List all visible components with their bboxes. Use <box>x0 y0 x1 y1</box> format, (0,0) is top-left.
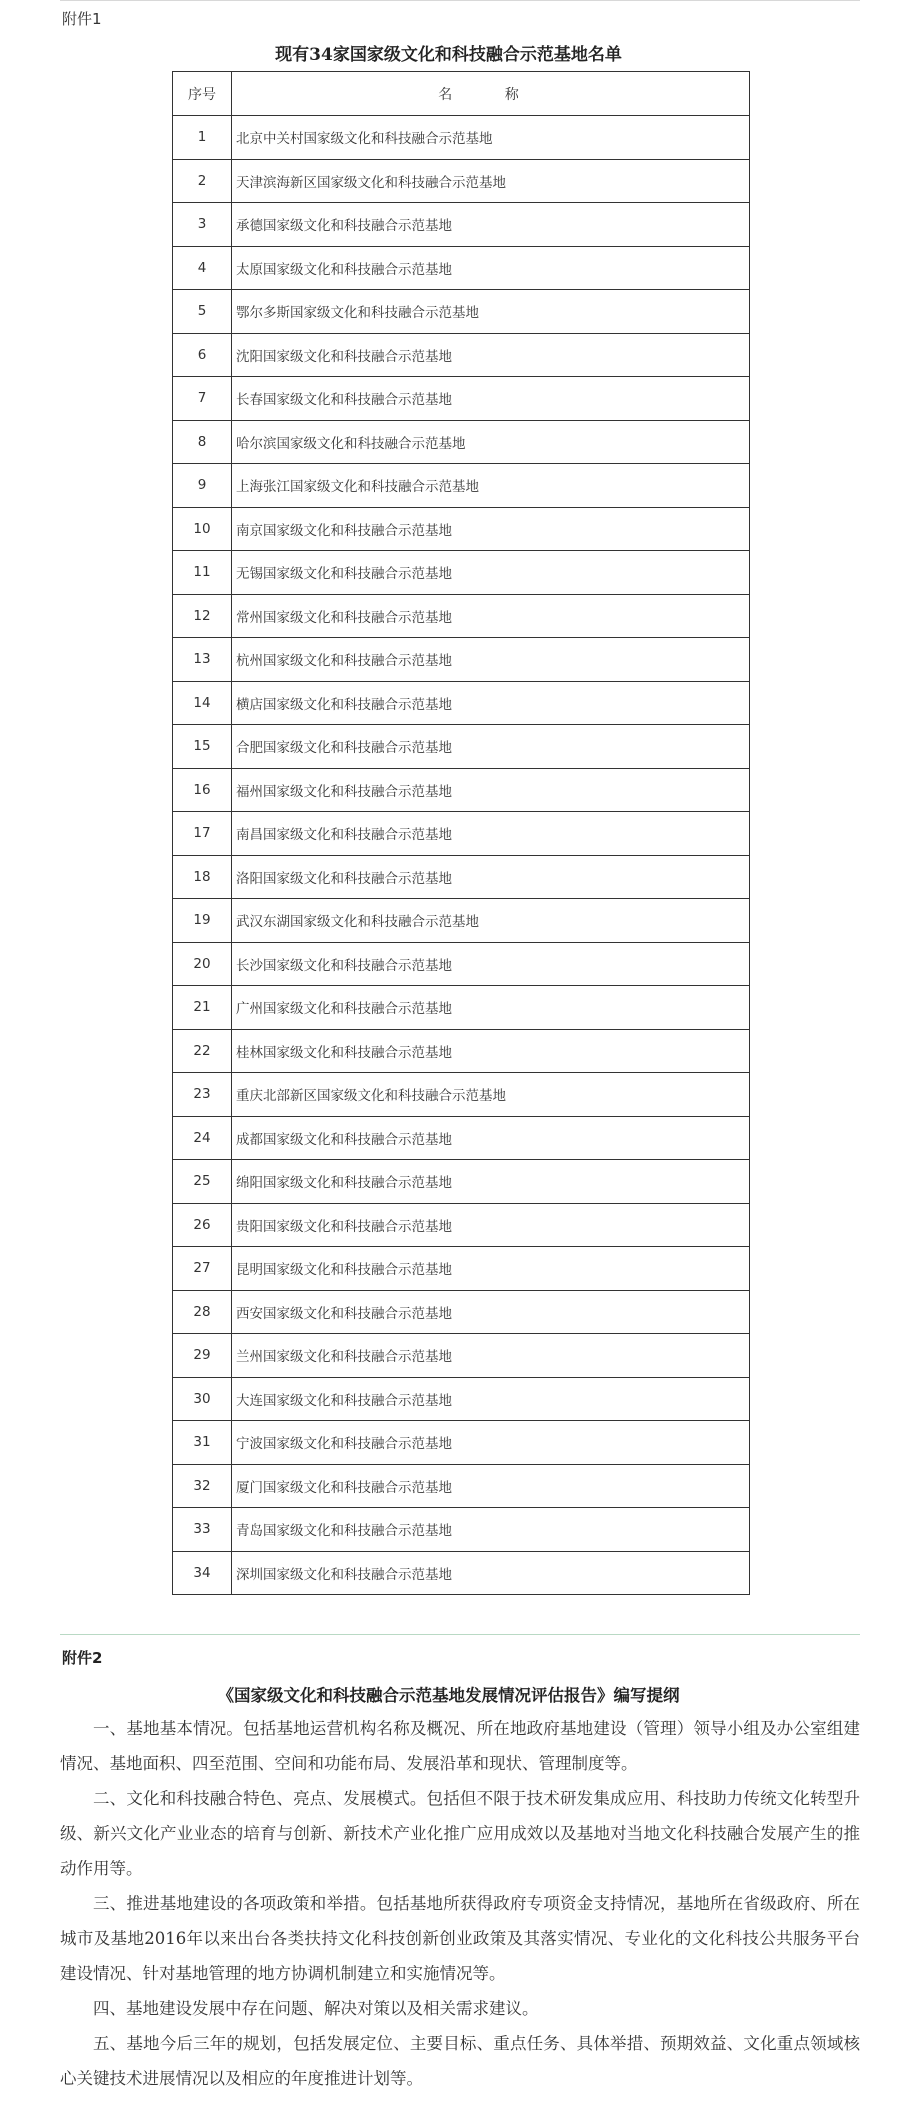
table-row <box>173 986 750 1030</box>
outline-paragraph: 一、基地基本情况。包括基地运营机构名称及概况、所在地政府基地建设（管理）领导小组及办公室组建情况、基地面积、四至范围、空间和功能布局、发展沿革和现状、管理制度等。 <box>60 1719 860 1773</box>
row-base-name: 西安国家级文化和科技融合示范基地 <box>232 1290 750 1334</box>
row-base-name: 鄂尔多斯国家级文化和科技融合示范基地 <box>232 290 750 334</box>
row-base-name: 绵阳国家级文化和科技融合示范基地 <box>232 1160 750 1204</box>
table-row <box>173 551 750 595</box>
outline-paragraph: 三、推进基地建设的各项政策和举措。包括基地所获得政府专项资金支持情况，基地所在省级政府、所在城市及基地2016年以来出台各类扶持文化科技创新创业政策及其落实情况、专业化的文化科技公共服务平台建设情况、针对基地管理的地方协调机制建立和实施情况等。 <box>60 1894 860 1983</box>
row-base-name: 北京中关村国家级文化和科技融合示范基地 <box>232 116 750 160</box>
row-number: 2 <box>173 159 232 203</box>
table-row <box>173 1508 750 1552</box>
row-number: 23 <box>173 1073 232 1117</box>
table-row <box>173 1290 750 1334</box>
outline-paragraph: 四、基地建设发展中存在问题、解决对策以及相关需求建议。 <box>93 1999 539 2018</box>
row-number: 13 <box>173 638 232 682</box>
annex2-label: 附件2 <box>62 1649 103 1667</box>
table-row <box>173 1377 750 1421</box>
table-row <box>173 725 750 769</box>
top-rule <box>60 0 860 1</box>
row-base-name: 深圳国家级文化和科技融合示范基地 <box>232 1551 750 1595</box>
row-base-name: 厦门国家级文化和科技融合示范基地 <box>232 1464 750 1508</box>
row-number: 34 <box>173 1551 232 1595</box>
table-row <box>173 116 750 160</box>
row-number: 33 <box>173 1508 232 1552</box>
table-row <box>173 812 750 856</box>
row-number: 21 <box>173 986 232 1030</box>
row-number: 16 <box>173 768 232 812</box>
row-number: 20 <box>173 942 232 986</box>
row-number: 4 <box>173 246 232 290</box>
row-number: 22 <box>173 1029 232 1073</box>
row-number: 24 <box>173 1116 232 1160</box>
table-row <box>173 1073 750 1117</box>
row-base-name: 兰州国家级文化和科技融合示范基地 <box>232 1334 750 1378</box>
table-row <box>173 1421 750 1465</box>
row-base-name: 武汉东湖国家级文化和科技融合示范基地 <box>232 899 750 943</box>
row-base-name: 大连国家级文化和科技融合示范基地 <box>232 1377 750 1421</box>
row-base-name: 宁波国家级文化和科技融合示范基地 <box>232 1421 750 1465</box>
row-base-name: 南昌国家级文化和科技融合示范基地 <box>232 812 750 856</box>
table-row <box>173 1029 750 1073</box>
row-number: 8 <box>173 420 232 464</box>
row-number: 31 <box>173 1421 232 1465</box>
table-row <box>173 203 750 247</box>
table-row <box>173 464 750 508</box>
row-base-name: 承德国家级文化和科技融合示范基地 <box>232 203 750 247</box>
demo-base-table <box>172 71 750 1595</box>
row-base-name: 无锡国家级文化和科技融合示范基地 <box>232 551 750 595</box>
row-number: 11 <box>173 551 232 595</box>
table-row <box>173 1116 750 1160</box>
row-base-name: 桂林国家级文化和科技融合示范基地 <box>232 1029 750 1073</box>
row-number: 14 <box>173 681 232 725</box>
table-row <box>173 1551 750 1595</box>
table-row <box>173 333 750 377</box>
row-number: 27 <box>173 1247 232 1291</box>
row-base-name: 哈尔滨国家级文化和科技融合示范基地 <box>232 420 750 464</box>
annex2-body <box>60 1711 860 2096</box>
row-number: 1 <box>173 116 232 160</box>
table-row <box>173 420 750 464</box>
table-row <box>173 1334 750 1378</box>
table-row <box>173 855 750 899</box>
table-row <box>173 899 750 943</box>
table-row <box>173 638 750 682</box>
row-number: 15 <box>173 725 232 769</box>
row-base-name: 昆明国家级文化和科技融合示范基地 <box>232 1247 750 1291</box>
row-base-name: 横店国家级文化和科技融合示范基地 <box>232 681 750 725</box>
row-number: 18 <box>173 855 232 899</box>
table-row <box>173 1464 750 1508</box>
table-row <box>173 1247 750 1291</box>
table-row <box>173 681 750 725</box>
table-row <box>173 159 750 203</box>
table-row <box>173 1160 750 1204</box>
row-base-name: 福州国家级文化和科技融合示范基地 <box>232 768 750 812</box>
row-base-name: 常州国家级文化和科技融合示范基地 <box>232 594 750 638</box>
table-row <box>173 594 750 638</box>
row-number: 3 <box>173 203 232 247</box>
header-name: 名 称 <box>232 72 750 116</box>
table-row <box>173 942 750 986</box>
row-number: 5 <box>173 290 232 334</box>
row-base-name: 天津滨海新区国家级文化和科技融合示范基地 <box>232 159 750 203</box>
row-number: 30 <box>173 1377 232 1421</box>
outline-paragraph: 五、基地今后三年的规划，包括发展定位、主要目标、重点任务、具体举措、预期效益、文化重点领域核心关键技术进展情况以及相应的年度推进计划等。 <box>60 2034 860 2088</box>
row-base-name: 贵阳国家级文化和科技融合示范基地 <box>232 1203 750 1247</box>
row-base-name: 杭州国家级文化和科技融合示范基地 <box>232 638 750 682</box>
table-row <box>173 377 750 421</box>
header-no: 序号 <box>173 72 232 116</box>
annex1-title: 现有34家国家级文化和科技融合示范基地名单 <box>275 45 622 65</box>
row-base-name: 洛阳国家级文化和科技融合示范基地 <box>232 855 750 899</box>
row-base-name: 长沙国家级文化和科技融合示范基地 <box>232 942 750 986</box>
row-number: 28 <box>173 1290 232 1334</box>
section-divider <box>60 1634 860 1635</box>
row-base-name: 合肥国家级文化和科技融合示范基地 <box>232 725 750 769</box>
table-row <box>173 290 750 334</box>
row-base-name: 重庆北部新区国家级文化和科技融合示范基地 <box>232 1073 750 1117</box>
annex1-label: 附件1 <box>62 10 102 28</box>
row-number: 19 <box>173 899 232 943</box>
table-row <box>173 507 750 551</box>
row-number: 12 <box>173 594 232 638</box>
row-number: 6 <box>173 333 232 377</box>
row-base-name: 上海张江国家级文化和科技融合示范基地 <box>232 464 750 508</box>
row-base-name: 南京国家级文化和科技融合示范基地 <box>232 507 750 551</box>
row-base-name: 长春国家级文化和科技融合示范基地 <box>232 377 750 421</box>
table-row <box>173 768 750 812</box>
row-number: 9 <box>173 464 232 508</box>
row-base-name: 成都国家级文化和科技融合示范基地 <box>232 1116 750 1160</box>
table-row <box>173 246 750 290</box>
row-base-name: 沈阳国家级文化和科技融合示范基地 <box>232 333 750 377</box>
row-number: 25 <box>173 1160 232 1204</box>
row-number: 17 <box>173 812 232 856</box>
row-base-name: 青岛国家级文化和科技融合示范基地 <box>232 1508 750 1552</box>
row-number: 29 <box>173 1334 232 1378</box>
table-header-row <box>173 72 750 116</box>
outline-paragraph: 二、文化和科技融合特色、亮点、发展模式。包括但不限于技术研发集成应用、科技助力传统文化转型升级、新兴文化产业业态的培育与创新、新技术产业化推广应用成效以及基地对当地文化科技融合发展产生的推动作用等。 <box>60 1789 860 1878</box>
row-number: 10 <box>173 507 232 551</box>
row-number: 32 <box>173 1464 232 1508</box>
row-number: 7 <box>173 377 232 421</box>
annex2-title: 《国家级文化和科技融合示范基地发展情况评估报告》编写提纲 <box>217 1686 680 1705</box>
row-number: 26 <box>173 1203 232 1247</box>
table-row <box>173 1203 750 1247</box>
row-base-name: 广州国家级文化和科技融合示范基地 <box>232 986 750 1030</box>
row-base-name: 太原国家级文化和科技融合示范基地 <box>232 246 750 290</box>
